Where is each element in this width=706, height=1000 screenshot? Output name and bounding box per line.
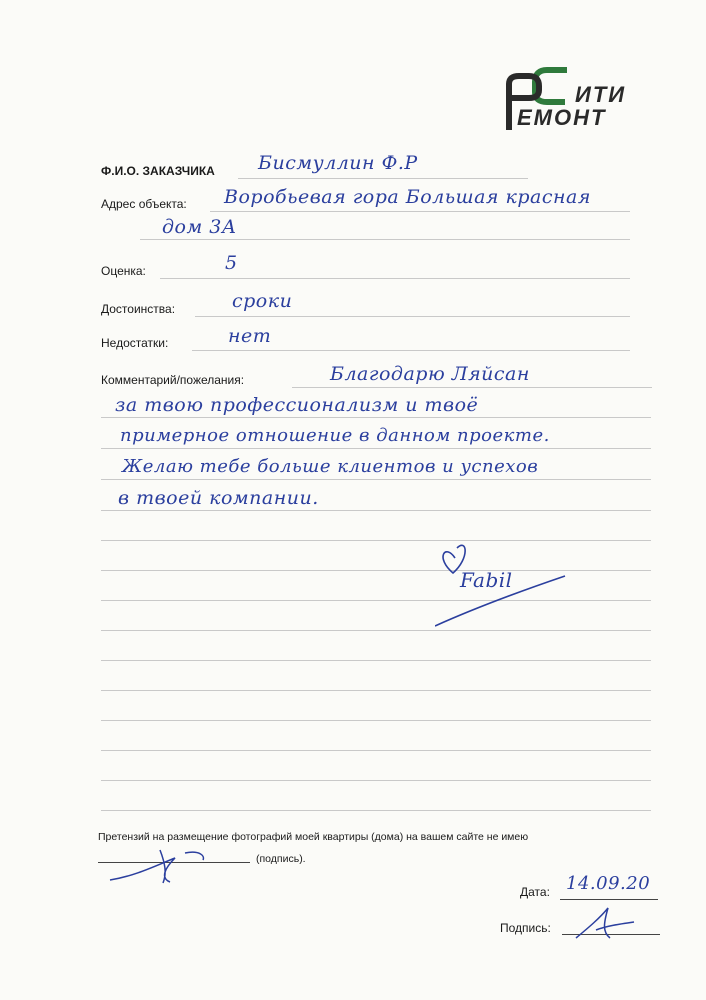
address-value-line-2: дом 3А [162, 216, 237, 238]
consent-signature-scribble [105, 838, 210, 888]
company-logo [495, 62, 665, 142]
rating-label: Оценка: [101, 264, 146, 278]
comment-line-2 [101, 417, 651, 418]
customer-name-value: Бисмуллин Ф.Р [258, 152, 418, 174]
comment-text-line-2: за твою профессионализм и твоё [115, 394, 479, 416]
comment-line-14 [101, 780, 651, 781]
comment-line-4 [101, 479, 651, 480]
comment-label: Комментарий/пожелания: [101, 373, 245, 387]
customer-name-line [238, 178, 528, 179]
consent-signature-caption: (подпись). [256, 853, 306, 865]
comment-signature: Fabil [460, 568, 513, 592]
comment-text-line-3: примерное отношение в данном проекте. [120, 425, 550, 446]
flaws-value: нет [228, 325, 272, 347]
address-line-1 [210, 211, 630, 212]
customer-name-label: Ф.И.О. ЗАКАЗЧИКА [101, 164, 215, 178]
comment-line-10 [101, 660, 651, 661]
comment-line-13 [101, 750, 651, 751]
merits-value: сроки [232, 290, 293, 312]
comment-text-line-1: Благодарю Ляйсан [330, 363, 530, 385]
comment-text-line-4: Желаю тебе больше клиентов и успехов [122, 456, 539, 477]
address-label: Адрес объекта: [101, 197, 187, 211]
logo-text-bottom: ЕМОНТ [517, 105, 607, 130]
flaws-line [192, 350, 630, 351]
comment-line-15 [101, 810, 651, 811]
final-signature-scribble [568, 900, 648, 945]
comment-text-line-5: в твоей компании. [118, 487, 319, 509]
photo-consent-text: Претензий на размещение фотографий моей квартиры (дома) на вашем сайте не имею [98, 831, 529, 843]
rating-value: 5 [225, 252, 238, 274]
signature-label: Подпись: [500, 921, 551, 935]
date-value: 14.09.20 [566, 873, 651, 894]
logo-text-top: ИТИ [575, 82, 627, 107]
comment-line-12 [101, 720, 651, 721]
comment-line-11 [101, 690, 651, 691]
address-value-line-1: Воробьевая гора Большая красная [224, 186, 591, 208]
merits-label: Достоинства: [101, 302, 176, 316]
address-line-2 [140, 239, 630, 240]
comment-line-5 [101, 510, 651, 511]
date-label: Дата: [520, 885, 550, 899]
rating-line [160, 278, 630, 279]
comment-line-3 [101, 448, 651, 449]
flaws-label: Недостатки: [101, 336, 169, 350]
merits-line [195, 316, 630, 317]
comment-line-1 [292, 387, 652, 388]
